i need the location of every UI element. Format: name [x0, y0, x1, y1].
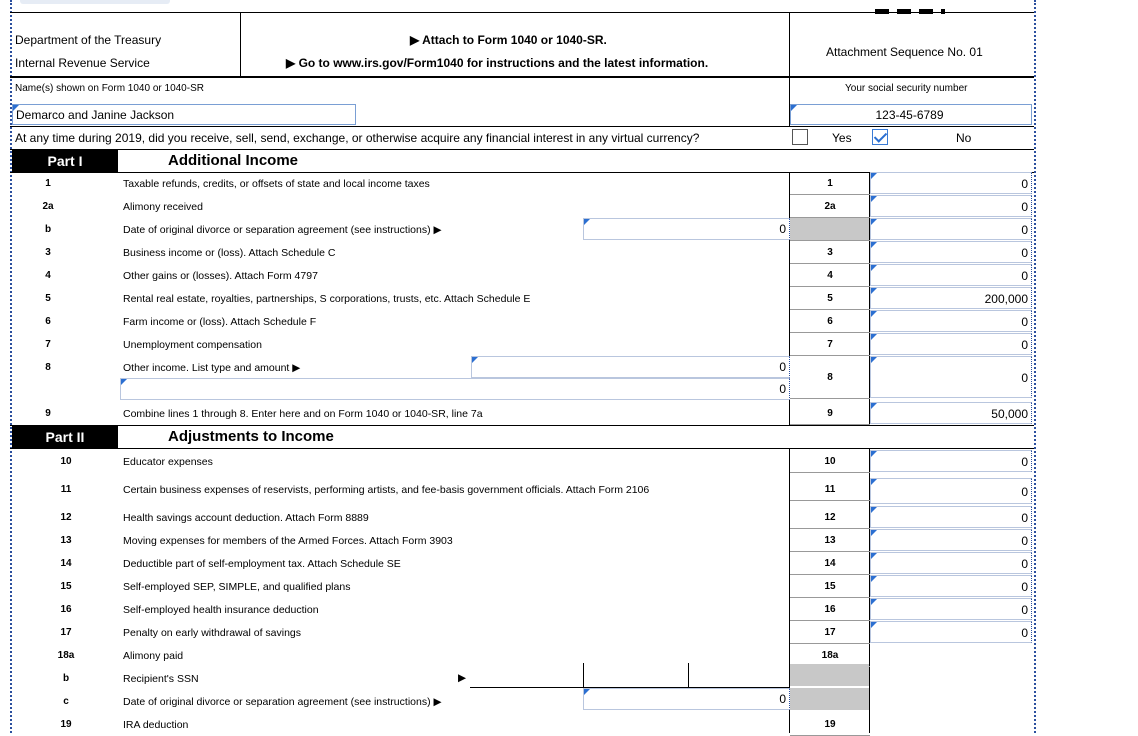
header-divider-right [789, 12, 790, 76]
line-description: Rental real estate, royalties, partnerships, S corporations, trusts, etc. Attach Schedule E [123, 293, 531, 305]
dept-line-1: Department of the Treasury [15, 33, 162, 47]
line-description: Taxable refunds, credits, or offsets of state and local income taxes [123, 178, 430, 190]
line-number: 2a [42, 201, 54, 212]
amount-input-line-5[interactable]: 200,000 [870, 287, 1032, 309]
box-rule [790, 472, 870, 473]
box-rule [790, 551, 870, 552]
right-border [1034, 0, 1036, 733]
no-checkbox[interactable] [872, 129, 888, 145]
name-input[interactable]: Demarco and Janine Jackson [12, 104, 356, 125]
line-box-number: 2a [824, 201, 836, 212]
line-description: Deductible part of self-employment tax. Attach Schedule SE [123, 558, 401, 570]
amount-input-line-9[interactable]: 50,000 [870, 402, 1032, 424]
amount-input-line-2a[interactable]: 0 [870, 195, 1032, 217]
line-number: 7 [45, 339, 51, 350]
line-description: Other gains or (losses). Attach Form 4797 [123, 270, 318, 282]
other-income-type-input[interactable]: 0 [471, 356, 790, 378]
line-box-number: 9 [827, 408, 833, 419]
line-description: Educator expenses [123, 456, 213, 468]
line-number: c [63, 696, 69, 707]
box-rule [790, 398, 870, 399]
line-number: 12 [60, 512, 72, 523]
attachment-sequence: Attachment Sequence No. 01 [826, 45, 983, 59]
amount-input-line-6[interactable]: 0 [870, 310, 1032, 332]
amount-input-line-1[interactable]: 0 [870, 172, 1032, 194]
top-tab [20, 0, 170, 4]
vc-bottom-rule [10, 149, 1034, 150]
recipient-arrow: ▶ [458, 672, 467, 684]
box-rule [790, 263, 870, 264]
line-description: Combine lines 1 through 8. Enter here and on Form 1040 or 1040-SR, line 7a [123, 408, 483, 420]
line-number: 14 [60, 558, 72, 569]
line-description: Recipient's SSN [123, 673, 199, 685]
other-income-amount-input[interactable]: 0 [120, 378, 790, 400]
virtual-currency-question: At any time during 2019, did you receive, sell, send, exchange, or otherwise acquire any financial interest in any virtual currency? [15, 131, 700, 145]
line-description: Business income or (loss). Attach Schedule C [123, 247, 336, 259]
line-box-number: 15 [824, 581, 836, 592]
amount-input-line-14[interactable]: 0 [870, 552, 1032, 574]
ssn-input[interactable]: 123-45-6789 [790, 104, 1032, 125]
goto-instruction: ▶ Go to www.irs.gov/Form1040 for instructions and the latest information. [286, 56, 709, 70]
line-description: Other income. List type and amount ▶ [123, 362, 301, 374]
alimony-divorce-date-input[interactable]: 0 [583, 688, 790, 710]
amount-input-line-8[interactable]: 0 [870, 356, 1032, 398]
amount-input-line-15[interactable]: 0 [870, 575, 1032, 597]
line-number: 15 [60, 581, 72, 592]
line-description: Self-employed health insurance deduction [123, 604, 319, 616]
line-number: 13 [60, 535, 72, 546]
amount-input-line-13[interactable]: 0 [870, 529, 1032, 551]
box-rule [790, 643, 870, 644]
yes-checkbox[interactable] [792, 129, 808, 145]
box-rule [790, 332, 870, 333]
line-box-number: 17 [824, 627, 836, 638]
yes-label: Yes [832, 131, 852, 145]
line-box-number: 5 [827, 293, 833, 304]
line-description: Moving expenses for members of the Armed Forces. Attach Form 3903 [123, 535, 453, 547]
ssn-label: Your social security number [845, 83, 968, 94]
amount-input-line-b[interactable]: 0 [870, 218, 1032, 240]
amount-input-line-4[interactable]: 0 [870, 264, 1032, 286]
line-number: b [62, 673, 70, 684]
ssn-divider [583, 663, 584, 687]
line-number: 4 [45, 270, 51, 281]
line-box-number: 6 [827, 316, 833, 327]
line-box-number: 16 [824, 604, 836, 615]
line-box-number: 4 [827, 270, 833, 281]
line-number: 9 [45, 408, 51, 419]
line-box-number: 14 [824, 558, 836, 569]
amount-input-line-11[interactable]: 0 [870, 478, 1032, 504]
box-rule [790, 194, 870, 195]
divorce-date-input[interactable]: 0 [583, 218, 790, 240]
shaded-cell [790, 664, 869, 686]
amount-input-line-10[interactable]: 0 [870, 450, 1032, 472]
line-description: Farm income or (loss). Attach Schedule F [123, 316, 317, 328]
line-number: 5 [45, 293, 51, 304]
line-number: 16 [60, 604, 72, 615]
dept-line-2: Internal Revenue Service [15, 56, 150, 70]
line-box-number: 1 [827, 178, 833, 189]
box-rule [790, 528, 870, 529]
header-top-rule [10, 12, 1034, 13]
amount-input-line-3[interactable]: 0 [870, 241, 1032, 263]
amount-input-line-16[interactable]: 0 [870, 598, 1032, 620]
line-description: Alimony received [123, 201, 203, 213]
line-number: 17 [60, 627, 72, 638]
line-number: 10 [60, 456, 72, 467]
part2-title: Adjustments to Income [168, 428, 334, 445]
amount-input-line-12[interactable]: 0 [870, 506, 1032, 528]
no-label: No [956, 131, 972, 145]
part2-label: Part II [12, 426, 118, 448]
shaded-cell [790, 218, 869, 240]
part2-header-rule [10, 448, 1034, 449]
line-number: 6 [45, 316, 51, 327]
ssn-divider [688, 663, 689, 687]
line-number: 11 [60, 484, 72, 495]
shaded-cell [790, 688, 869, 710]
line-box-number: 12 [824, 512, 836, 523]
attach-instruction: ▶ Attach to Form 1040 or 1040-SR. [410, 33, 607, 47]
line-description: Unemployment compensation [123, 339, 262, 351]
line-description: Date of original divorce or separation agreement (see instructions) ▶ [123, 224, 442, 236]
line-description: Alimony paid [123, 650, 184, 662]
line-box-number: 3 [827, 247, 833, 258]
line-number: b [44, 224, 52, 235]
line-number: 8 [45, 362, 51, 373]
line-box-number: 11 [824, 484, 836, 495]
line-box-number: 10 [824, 456, 836, 467]
header-bottom-rule [10, 76, 1034, 78]
part2-top-rule [10, 425, 1034, 426]
line-description: Certain business expenses of reservists, performing artists, and fee-basis government officials. Attach Form 2106 [123, 484, 650, 496]
box-rule [790, 597, 870, 598]
line-number: 1 [45, 178, 51, 189]
names-label: Name(s) shown on Form 1040 or 1040-SR [15, 83, 204, 94]
line-description: Date of original divorce or separation agreement (see instructions) ▶ [123, 696, 442, 708]
box-rule [790, 309, 870, 310]
line-box-number: 8 [827, 372, 833, 383]
box-rule [790, 286, 870, 287]
line-description: Health savings account deduction. Attach Form 8889 [123, 512, 369, 524]
names-bottom-rule [10, 126, 1034, 127]
line-number: 19 [60, 719, 72, 730]
box-rule [790, 500, 870, 501]
part1-title: Additional Income [168, 152, 299, 169]
box-rule [790, 574, 870, 575]
line-box-number: 19 [824, 719, 836, 730]
line-number: 18a [57, 650, 75, 661]
line-description: IRA deduction [123, 719, 189, 731]
line-box-number: 7 [827, 339, 833, 350]
line-number: 3 [45, 247, 51, 258]
box-rule [790, 620, 870, 621]
line-box-number: 13 [824, 535, 836, 546]
box-rule [790, 240, 870, 241]
line-description: Self-employed SEP, SIMPLE, and qualified plans [123, 581, 351, 593]
line-box-number: 18a [821, 650, 839, 661]
amount-input-line-7[interactable]: 0 [870, 333, 1032, 355]
box-rule [790, 355, 870, 356]
header-divider-left [240, 12, 241, 76]
line-description: Penalty on early withdrawal of savings [123, 627, 302, 639]
part1-label: Part I [12, 150, 118, 172]
amount-input-line-17[interactable]: 0 [870, 621, 1032, 643]
